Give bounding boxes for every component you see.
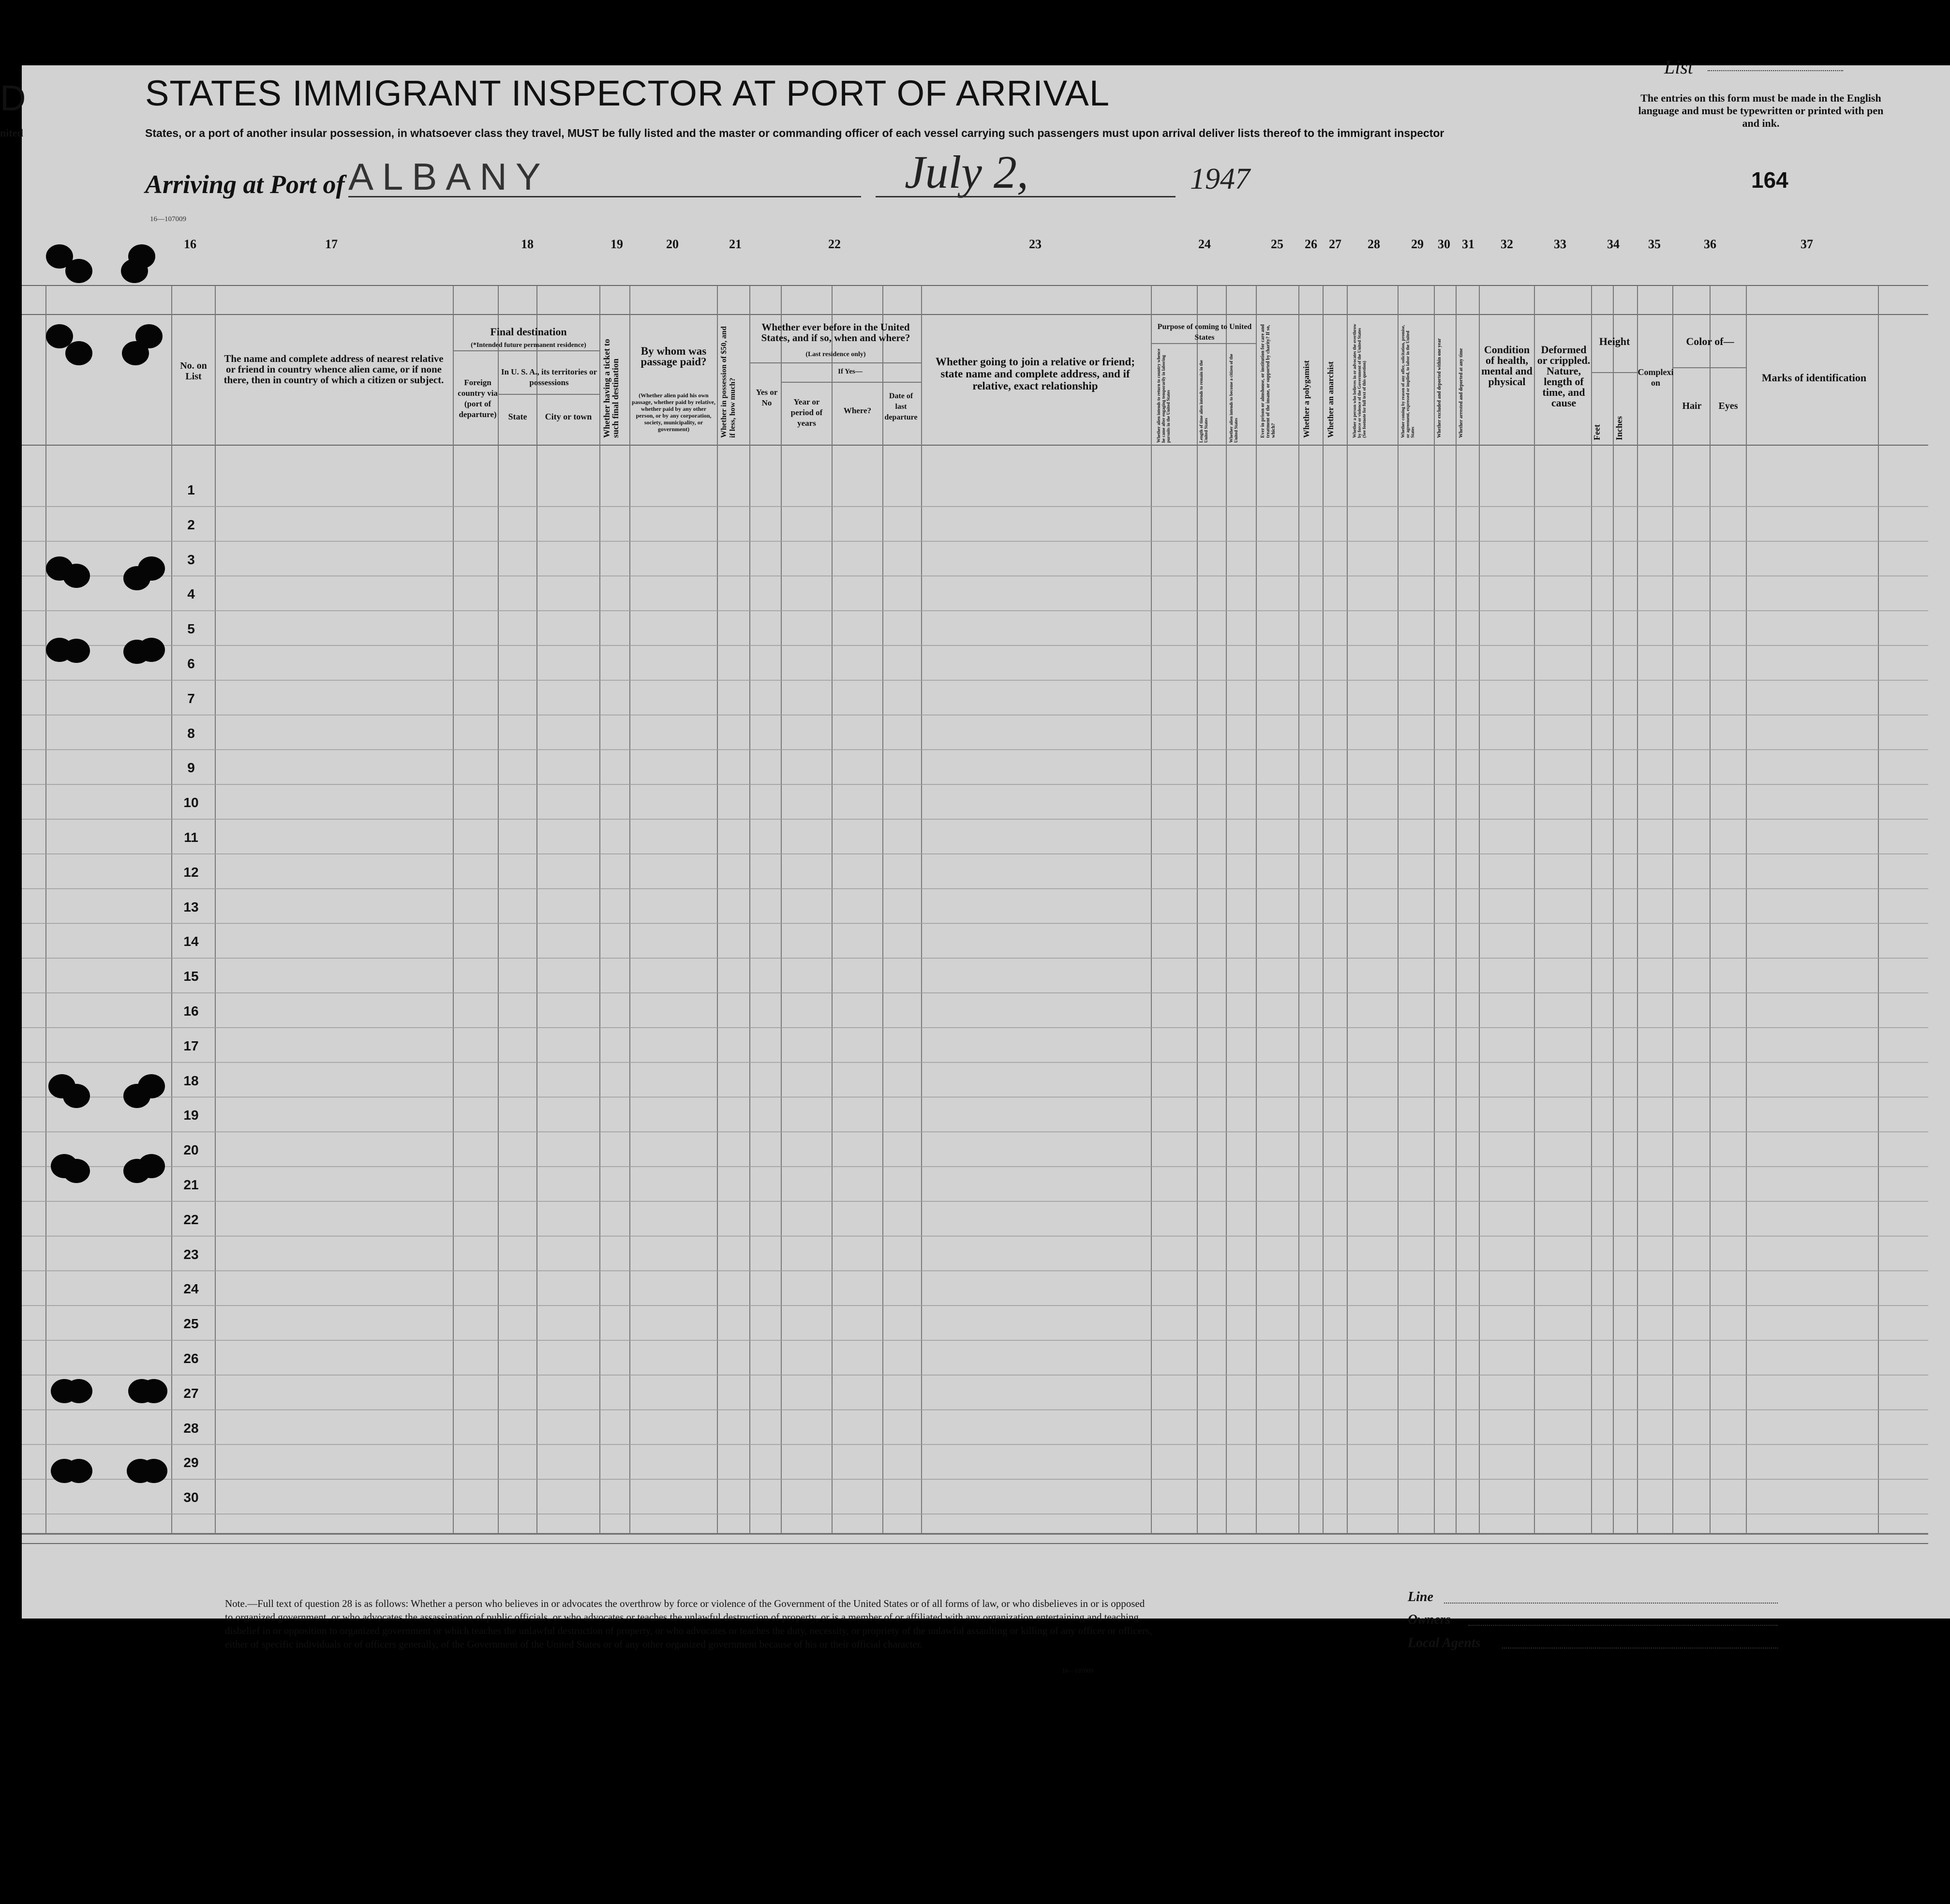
row-number: 13 [183, 899, 199, 915]
row-number: 7 [187, 690, 195, 706]
header-excluded: Whether excluded and deported within one year [1437, 338, 1442, 438]
header-eyes: Eyes [1718, 401, 1738, 411]
punch-hole [65, 1459, 92, 1483]
punch-hole [123, 1159, 150, 1183]
colnum-35: 35 [1648, 237, 1661, 251]
form-subtitle: States, or a port of another insular possession, in whatsoever class they travel, MUST be fully listed and the master or commanding officer of each vessel carrying such passengers must upon arrival deliver lists thereof to the immigrant inspector [145, 127, 1444, 139]
header-year-period: Year or period of years [790, 397, 823, 428]
row-number: 8 [187, 725, 195, 741]
colnum-32: 32 [1501, 237, 1513, 251]
punch-hole [123, 1084, 150, 1108]
row-number: 26 [183, 1351, 199, 1366]
header-foreign-country: Foreign country via (port of departure) [458, 378, 498, 419]
header-where: Where? [843, 406, 872, 415]
punch-hole [65, 1379, 92, 1403]
colnum-23: 23 [1029, 237, 1042, 251]
colnum-16: 16 [184, 237, 196, 251]
local-agents-label: Local Agents [1408, 1635, 1481, 1650]
punch-hole [65, 341, 92, 365]
arrival-date: July 2, [905, 146, 1028, 198]
colnum-24: 24 [1198, 237, 1211, 251]
header-city-town: City or town [545, 412, 592, 421]
form-code: 16—107009 [150, 215, 186, 223]
arriving-port-label: Arriving at Port of [145, 170, 345, 199]
colnum-26: 26 [1305, 237, 1317, 251]
header-no-on-list: No. on List [180, 360, 207, 382]
row-number: 5 [187, 621, 195, 637]
punch-hole [122, 341, 149, 365]
colnum-29: 29 [1411, 237, 1424, 251]
punch-hole [121, 259, 148, 283]
header-in-usa: In U. S. A., its territories or possessions [501, 367, 597, 387]
owners-label: Owners [1408, 1612, 1451, 1627]
row-number: 12 [183, 864, 199, 880]
colnum-28: 28 [1368, 237, 1380, 251]
header-inches: Inches [1614, 416, 1624, 440]
row-number: 18 [183, 1073, 199, 1088]
punch-hole [63, 1084, 90, 1108]
row-number: 4 [187, 586, 195, 602]
colnum-31: 31 [1462, 237, 1474, 251]
header-join-relative: Whether going to join a relative or friend; state name and complete address, and if relative, exact relationship [935, 356, 1135, 392]
row-number: 3 [187, 552, 195, 567]
page-number: 164 [1751, 167, 1788, 193]
row-number: 9 [187, 760, 195, 776]
header-passage-paid: By whom was passage paid? [640, 345, 707, 368]
colnum-19: 19 [610, 237, 623, 251]
date-field-line [876, 196, 1176, 197]
row-number: 11 [184, 830, 198, 845]
colnum-33: 33 [1554, 237, 1566, 251]
row-number: 24 [183, 1281, 199, 1297]
colnum-17: 17 [325, 237, 338, 251]
header-overthrow: Whether a person who believes in or advocates the overthrow by force or violence of the Government of the United States (See footnote for full text of this question) [1352, 324, 1367, 438]
header-passage-paid-sub: (Whether alien paid his own passage, whether paid by relative, whether paid by any other person, or by any corporation, society, municipality, or government) [632, 392, 715, 433]
local-agents-field [1502, 1648, 1778, 1649]
colnum-22: 22 [828, 237, 841, 251]
row-number: 16 [183, 1004, 199, 1019]
punch-hole [63, 564, 90, 588]
row-number: 22 [183, 1212, 199, 1227]
colnum-36: 36 [1704, 237, 1716, 251]
colnum-25: 25 [1271, 237, 1283, 251]
header-hair: Hair [1682, 401, 1702, 411]
row-number: 29 [183, 1455, 199, 1470]
header-arrested: Whether arrested and deported at any time [1459, 348, 1464, 438]
punch-hole [140, 1459, 167, 1483]
header-purpose-return: Whether alien intends to return to country whence he came after engaging temporarily in laboring pursuits in the United States [1156, 348, 1171, 443]
owners-field [1468, 1625, 1778, 1626]
punch-hole [63, 639, 90, 663]
header-labor-offer: Whether coming by reason of any offer, solicitation, promise, or agreement, expressed or implied, to labor in the United States [1400, 325, 1415, 438]
header-purpose-length: Length of time alien intends to remain in the United States [1199, 360, 1208, 443]
row-number: 28 [183, 1420, 199, 1436]
header-feet: Feet [1592, 424, 1602, 440]
list-field-line [1708, 70, 1843, 71]
header-state: State [508, 412, 527, 421]
header-identification-marks: Marks of identification [1761, 372, 1867, 384]
row-number: 15 [183, 969, 199, 984]
header-before-in-us: Whether ever before in the United States, and if so, when and where? [761, 321, 910, 344]
form-notice: The entries on this form must be made in the English language and must be typewritten or printed with pen and ink. [1638, 92, 1884, 129]
colnum-27: 27 [1329, 237, 1341, 251]
line-label: Line [1408, 1589, 1433, 1604]
header-fifty-dollars: Whether in possession of $50, and if less, how much? [720, 326, 737, 438]
row-number: 20 [183, 1142, 199, 1158]
row-number: 1 [187, 482, 195, 497]
punch-hole [63, 1159, 90, 1183]
header-prison: Ever in prison or almshouse, or institution for care and treatment of the insane, or supported by charity? If so, which? [1260, 324, 1276, 438]
colnum-21: 21 [729, 237, 742, 251]
row-number: 21 [183, 1177, 199, 1192]
header-purpose: Purpose of coming to United States [1157, 323, 1252, 342]
footnote-question-28: Note.—Full text of question 28 is as follows: Whether a person who believes in or advocates the overthrow by force or violence of the Government of the United States or of all forms of law, or who disbelieves in or is opposed to organized government, or who advocates the assassination of public officials, or who advocates or teaches the unlawful destruction of property, or is a member of or affiliated with any organization entertaining and teaching disbelief in or opposition to organized government or which teaches the unlawful destruction of property, or who advocates or teaches the duty, necessity, or propriety of the unlawful assaulting or killing of any officer or officers, either of specific individuals or of officers generally, of the Government of the United States or of any other organized government because of his or their official character. [225, 1598, 1152, 1650]
header-final-destination: Final destination [490, 326, 567, 338]
row-number: 2 [187, 517, 195, 532]
arriving-port-value: ALBANY [348, 155, 550, 198]
header-if-yes: If Yes— [838, 368, 863, 375]
header-yes-no: Yes or No [756, 388, 778, 407]
left-fragment-letter: D [0, 78, 26, 118]
arrival-year: 1947 [1190, 163, 1250, 195]
header-nearest-relative: The name and complete address of nearest relative or friend in country whence alien came, or if none there, then in country of which a citizen or subject. [223, 353, 444, 386]
line-field [1444, 1603, 1778, 1604]
row-number: 14 [183, 934, 199, 949]
colnum-30: 30 [1438, 237, 1450, 251]
colnum-20: 20 [666, 237, 679, 251]
header-deformed: Deformed or crippled. Nature, length of time, and cause [1537, 344, 1591, 409]
header-complexion: Complexion [1637, 367, 1674, 388]
row-number: 10 [183, 795, 199, 810]
list-label: List [1664, 56, 1694, 78]
header-before-in-us-sub: (Last residence only) [805, 351, 866, 358]
header-health: Condition of health, mental and physical [1481, 344, 1533, 388]
header-height: Height [1599, 335, 1630, 347]
form-title: STATES IMMIGRANT INSPECTOR AT PORT OF ARRIVAL [145, 73, 1110, 113]
row-number: 25 [183, 1316, 199, 1332]
punch-hole [123, 640, 150, 664]
header-final-destination-sub: (*Intended future permanent residence) [471, 342, 586, 349]
row-number: 17 [183, 1038, 199, 1053]
header-purpose-citizen: Whether alien intends to become a citizen of the United States [1229, 354, 1238, 443]
header-color-of: Color of— [1686, 335, 1734, 347]
punch-hole [65, 259, 92, 283]
colnum-34: 34 [1607, 237, 1620, 251]
punch-hole [140, 1379, 167, 1403]
header-date-departure: Date of last departure [884, 392, 918, 421]
header-polygamist: Whether a polygamist [1302, 360, 1311, 438]
row-number: 19 [183, 1108, 199, 1123]
colnum-37: 37 [1801, 237, 1813, 251]
colnum-18: 18 [521, 237, 534, 251]
footnote-code: 16—107009 [1062, 1667, 1093, 1674]
port-field-line [348, 196, 861, 197]
left-fragment-text: nited [0, 127, 23, 139]
header-anarchist: Whether an anarchist [1326, 361, 1335, 438]
row-number: 27 [183, 1385, 199, 1401]
punch-hole [123, 566, 150, 590]
header-ticket: Whether having a ticket to such final destination [602, 339, 620, 438]
row-number: 30 [183, 1490, 199, 1505]
row-number: 6 [187, 656, 195, 671]
row-number: 23 [183, 1246, 199, 1262]
